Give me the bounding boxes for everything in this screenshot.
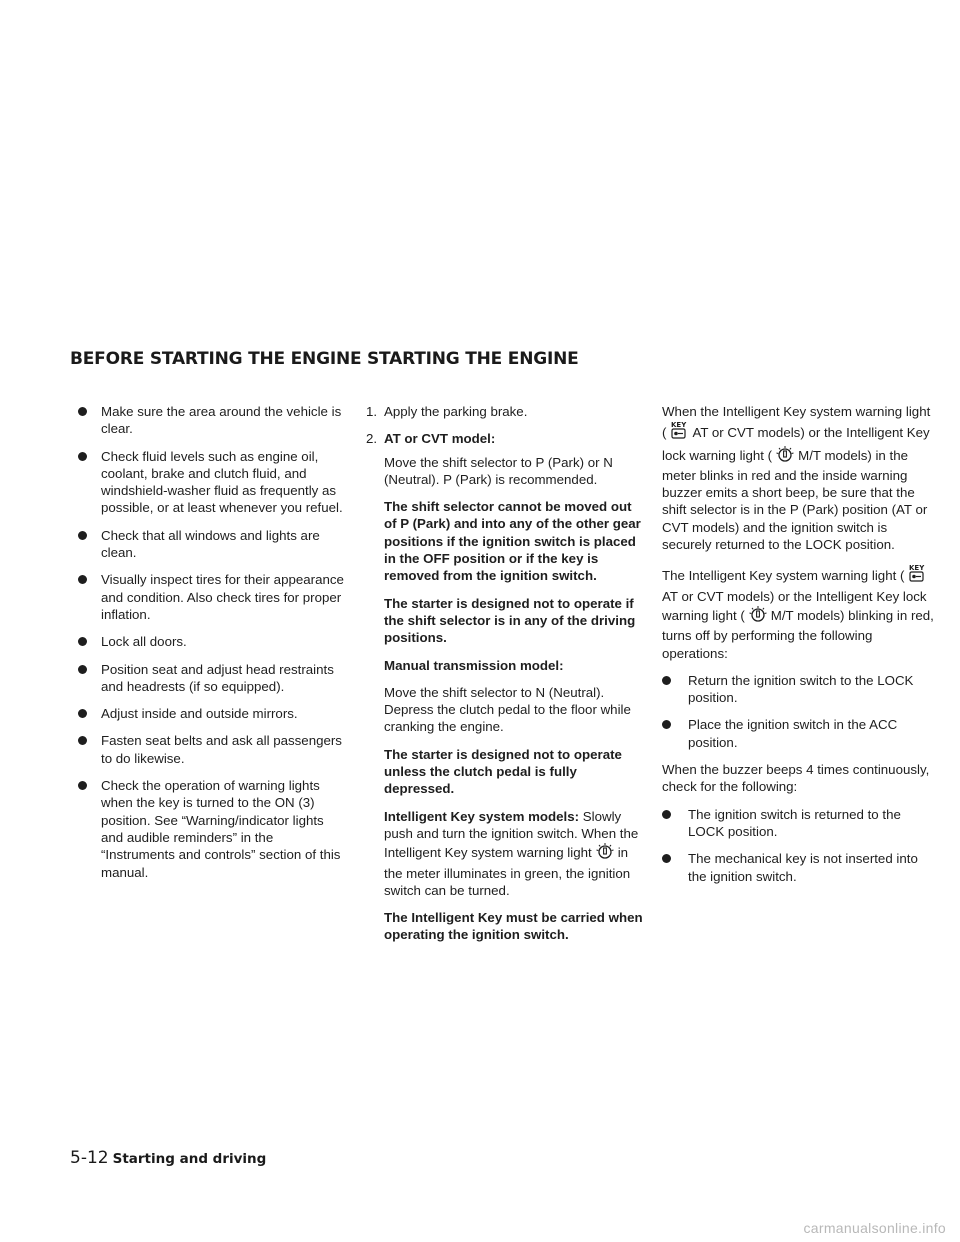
step-2-text: Move the shift selector to P (Park) or N (Neutral). P (Park) is recommended. bbox=[384, 454, 613, 487]
column-starting-steps bbox=[366, 403, 646, 954]
manual-transmission-text: Move the shift selector to N (Neutral). Depress the clutch pedal to the floor while cranking the engine. bbox=[384, 684, 631, 735]
bullet-icon bbox=[78, 665, 87, 674]
bullet-icon bbox=[662, 720, 671, 729]
bullet-icon bbox=[662, 676, 671, 685]
watermark: carmanualsonline.info bbox=[803, 1220, 946, 1236]
bullet-icon bbox=[78, 709, 87, 718]
key-lock-warning-icon bbox=[748, 605, 768, 627]
bullet-icon bbox=[78, 452, 87, 461]
key-warning-icon bbox=[907, 563, 927, 587]
column-intelligent-key bbox=[662, 403, 936, 895]
list-item: Adjust inside and outside mirrors. bbox=[70, 705, 348, 722]
column-before-starting bbox=[70, 403, 348, 891]
bullet-icon bbox=[78, 736, 87, 745]
step-2: 2. AT or CVT model: bbox=[366, 431, 496, 447]
bullet-icon bbox=[662, 810, 671, 819]
warning-text: The starter is designed not to operate if the shift selector is in any of the driving positions. bbox=[384, 595, 636, 646]
section-name: Starting and driving bbox=[112, 1151, 267, 1167]
list-item: Position seat and adjust head restraints and headrests (if so equipped). bbox=[70, 661, 348, 696]
list-item: The mechanical key is not inserted into the ignition switch. bbox=[662, 850, 936, 885]
list-item: Check that all windows and lights are clean. bbox=[70, 527, 348, 562]
intelligent-key-reset-paragraph: The Intelligent Key system warning light ( KEY AT or CVT models) or the Intelligent Key lock warning light ( M/T models) blinking in red, turns off by performing the following operations: bbox=[662, 564, 934, 661]
bullet-icon bbox=[78, 531, 87, 540]
list-item: Make sure the area around the vehicle is clear. bbox=[70, 403, 348, 438]
warning-text: The starter is designed not to operate unless the clutch pedal is fully depressed. bbox=[384, 746, 622, 797]
warning-text: The shift selector cannot be moved out of P (Park) and into any of the other gear positions if the ignition switch is placed in the OFF position or if the key is removed from the ignition switch. bbox=[384, 499, 641, 584]
list-item: Fasten seat belts and ask all passengers to do likewise. bbox=[70, 732, 348, 767]
list-item: Return the ignition switch to the LOCK position. bbox=[662, 672, 936, 707]
bullet-icon bbox=[662, 854, 671, 863]
page-number: 5-12 bbox=[70, 1148, 109, 1168]
list-item: Visually inspect tires for their appearance and condition. Also check tires for proper inflation. bbox=[70, 571, 348, 623]
manual-transmission-heading: Manual transmission model: bbox=[384, 657, 564, 673]
warning-text: The Intelligent Key must be carried when operating the ignition switch. bbox=[384, 910, 643, 943]
bullet-icon bbox=[78, 637, 87, 646]
bullet-icon bbox=[78, 781, 87, 790]
key-lock-warning-icon bbox=[595, 842, 615, 864]
key-lock-warning-icon bbox=[775, 445, 795, 467]
bullet-icon bbox=[78, 407, 87, 416]
step-1: 1. Apply the parking brake. bbox=[366, 404, 528, 419]
svg-text:KEY: KEY bbox=[671, 421, 687, 430]
list-item: Check fluid levels such as engine oil, coolant, brake and clutch fluid, and windshield-washer fluid as frequently as possible, or at least whenever you refuel. bbox=[70, 448, 348, 517]
svg-text:KEY: KEY bbox=[909, 564, 925, 573]
key-warning-icon bbox=[669, 420, 689, 444]
list-item: The ignition switch is returned to the LOCK position. bbox=[662, 806, 936, 841]
bullet-icon bbox=[78, 575, 87, 584]
intelligent-key-warning-paragraph: When the Intelligent Key system warning light ( KEY AT or CVT models) or the Intelligent Key lock warning light ( M/T models) in the meter blinks in red and the inside warning buzzer emits a short beep, be sure that the shift selector is in the P (Park) position (AT or CVT models) and the ignition switch is securely returned to the LOCK position. bbox=[662, 404, 931, 553]
section-heading-starting: STARTING THE ENGINE bbox=[367, 349, 579, 369]
intelligent-key-paragraph: Intelligent Key system models: Slowly push and turn the ignition switch. When the Intelligent Key system warning light in the meter illuminates in green, the ignition switch can be turned. bbox=[384, 808, 639, 898]
section-heading-before-starting: BEFORE STARTING THE ENGINE bbox=[70, 349, 362, 369]
buzzer-paragraph: When the buzzer beeps 4 times continuously, check for the following: bbox=[662, 762, 930, 795]
list-item: Check the operation of warning lights when the key is turned to the ON (3) position. See “Warning/indicator lights and audible reminders” in the “Instruments and controls” section of this manual. bbox=[70, 777, 348, 881]
list-item: Place the ignition switch in the ACC position. bbox=[662, 716, 936, 751]
list-item: Lock all doors. bbox=[70, 633, 348, 650]
page-footer bbox=[70, 1148, 266, 1168]
